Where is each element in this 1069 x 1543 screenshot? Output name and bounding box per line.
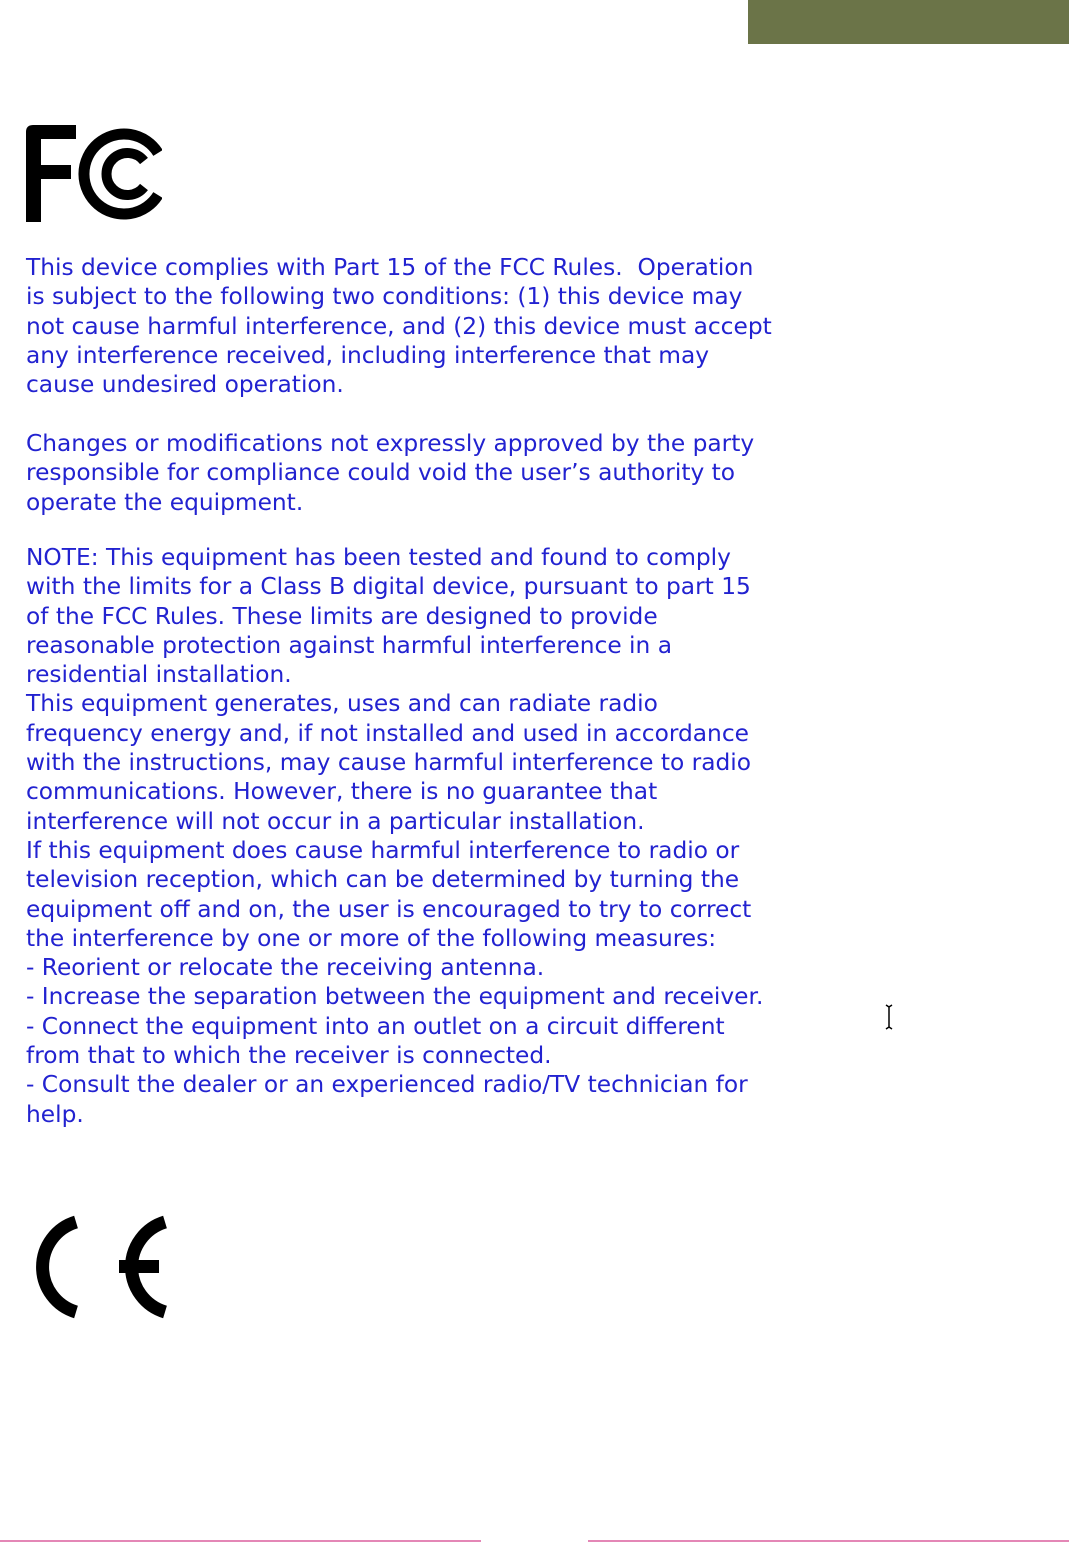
footer-rule-right [588,1540,1069,1542]
compliance-paragraph: This device complies with Part 15 of the FCC Rules. Operation is subject to the following two conditions: (1) this device may not cause harmful interference, and (2) this device must accept any interference received, including interference that may cause undesired operation. [26,254,772,399]
note-paragraph: NOTE: This equipment has been tested and found to comply with the limits for a Class B digital device, pursuant to part 15 of the FCC Rules. These limits are designed to provide reasonable protection against harmful interference in a residential installation. This equipment generates, uses and can radiate radio frequency energy and, if not installed and used in accordance with the instructions, may cause harmful interference to radio communications. However, there is no guarantee that interference will not occur in a particular installation. If this equipment does cause harmful interference to radio or television reception, which can be determined by turning the equipment off and on, the user is encouraged to try to correct the interference by one or more of the following measures: - Reorient or relocate the receiving antenna. - Increase the separation between the equipment and receiver. - Connect the equipment into an outlet on a circuit different from that to which the receiver is connected. - Consult the dealer or an experienced radio/TV technician for help. [26,544,764,1128]
header-corner-tab [748,0,1069,44]
modifications-paragraph: Changes or modifications not expressly approved by the party responsible for compliance could void the user’s authority to operate the equipment. [26,430,755,516]
footer-rule-left [0,1540,481,1542]
fcc-logo-icon [26,125,162,222]
ce-mark-icon [22,1213,168,1321]
text-cursor-icon [884,1004,896,1030]
